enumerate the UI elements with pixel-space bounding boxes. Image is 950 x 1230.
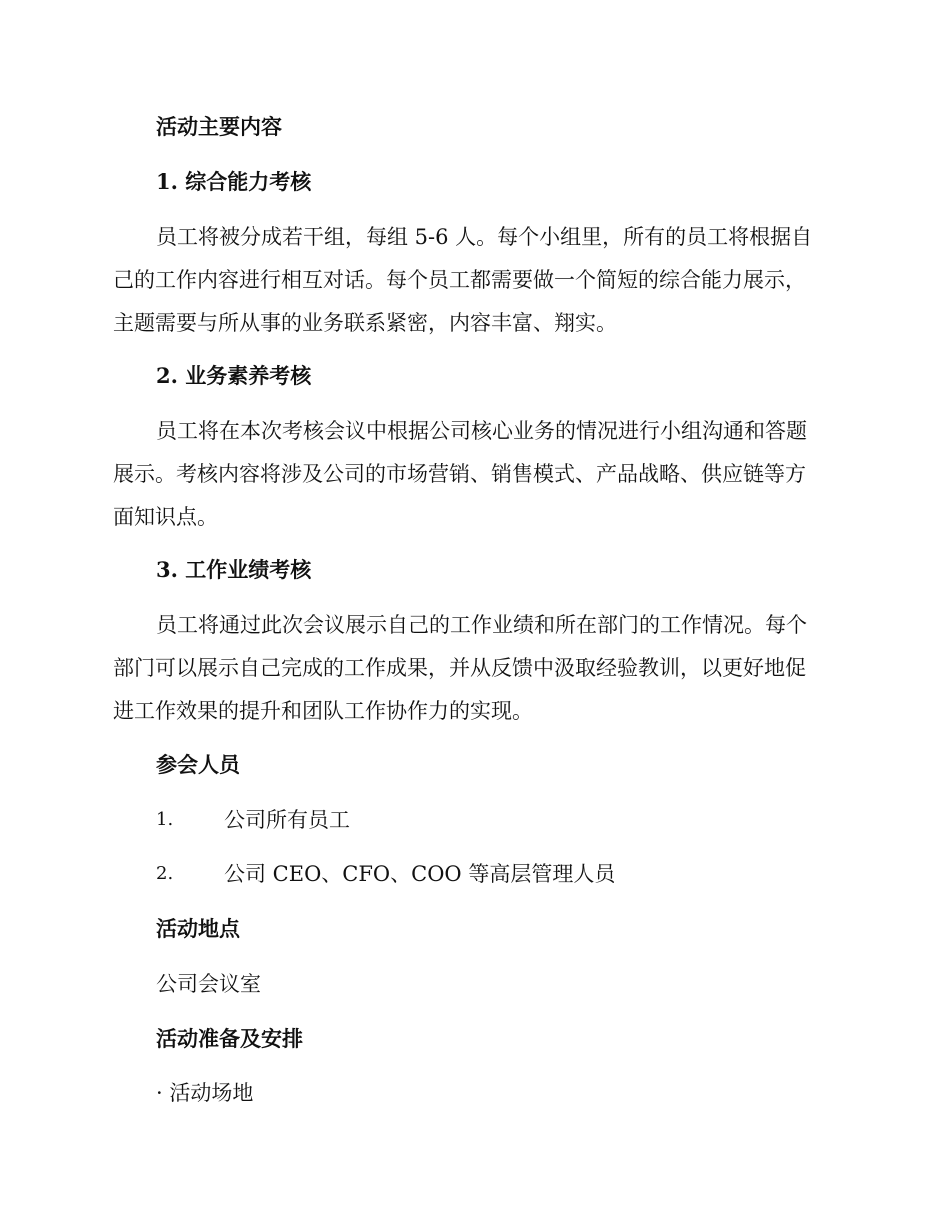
list-number: 1.	[156, 809, 174, 830]
paragraph-line: 展示。考核内容将涉及公司的市场营销、销售模式、产品战略、供应链等方	[113, 462, 806, 486]
paragraph-line: 面知识点。	[113, 505, 218, 529]
list-text: 公司 CEO、CFO、COO 等高层管理人员	[224, 862, 616, 886]
paragraph-line: 部门可以展示自己完成的工作成果，并从反馈中汲取经验教训，以更好地促	[113, 656, 806, 680]
section-title-preparation: 活动准备及安排	[156, 1026, 303, 1051]
item-heading-2: 2. 业务素养考核	[156, 363, 312, 388]
bullet-item: · 活动场地	[156, 1081, 254, 1105]
list-text: 公司所有员工	[224, 808, 350, 832]
item-heading-3: 3. 工作业绩考核	[156, 557, 312, 582]
section-title-location: 活动地点	[156, 916, 240, 941]
paragraph-line: 员工将通过此次会议展示自己的工作业绩和所在部门的工作情况。每个	[156, 613, 807, 637]
location-text: 公司会议室	[156, 972, 261, 996]
paragraph-line: 主题需要与所从事的业务联系紧密，内容丰富、翔实。	[113, 311, 617, 335]
section-title-attendees: 参会人员	[156, 752, 240, 777]
paragraph-line: 己的工作内容进行相互对话。每个员工都需要做一个简短的综合能力展示，	[113, 268, 806, 292]
item-heading-1: 1. 综合能力考核	[156, 169, 312, 194]
paragraph-line: 员工将被分成若干组，每组 5-6 人。每个小组里，所有的员工将根据自	[156, 225, 813, 249]
paragraph-line: 员工将在本次考核会议中根据公司核心业务的情况进行小组沟通和答题	[156, 419, 807, 443]
list-number: 2.	[156, 863, 174, 884]
section-title-main: 活动主要内容	[156, 114, 282, 139]
paragraph-line: 进工作效果的提升和团队工作协作力的实现。	[113, 699, 533, 723]
